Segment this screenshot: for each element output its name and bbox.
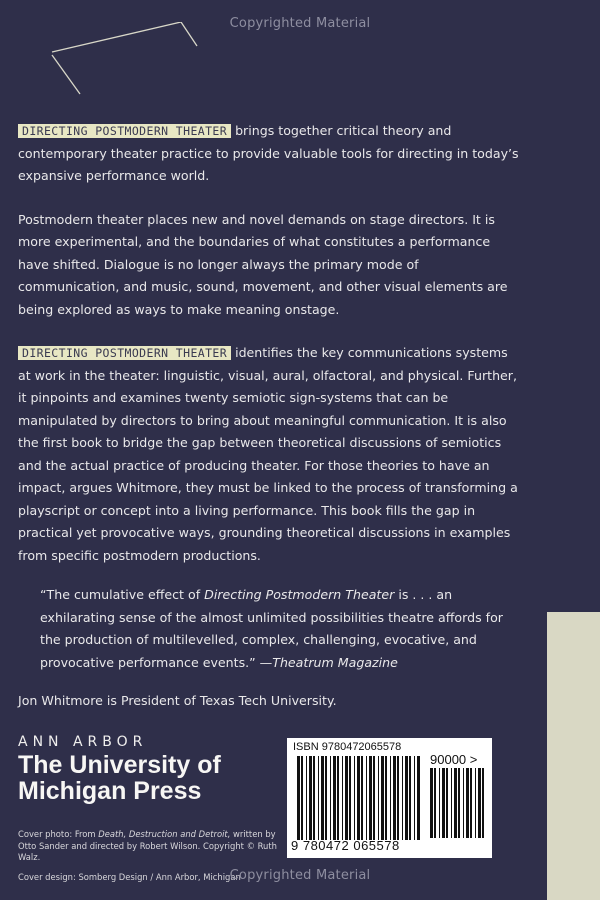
author-bio: Jon Whitmore is President of Texas Tech University. xyxy=(18,693,337,708)
cover-design-credit: Cover design: Somberg Design / Ann Arbor, Michigan xyxy=(18,872,241,882)
cover-photo-credit: Cover photo: From Death, Destruction and Detroit, written by Otto Sander and directed by Robert Wilson. Copyright © Ruth Walz. xyxy=(18,829,277,862)
barcode xyxy=(287,738,492,858)
description-block xyxy=(18,120,522,730)
isbn-label: ISBN 9780472065578 xyxy=(293,741,402,753)
publisher-name-line2: Michigan Press xyxy=(18,777,202,805)
book-title-highlight: DIRECTING POSTMODERN THEATER xyxy=(18,124,231,138)
paragraph-systems: DIRECTING POSTMODERN THEATER identifies the key communications systems at work in the theater: linguistic, visual, aural, olfactoral, and physical. Further, it pinpoints and examines twenty semiotic sign-systems that can be manipulated by directors to bring about meaningful communication. It is also the first book to bridge the gap between theoretical discussions of semiotics and the actual practice of producing theater. For those theories to have an impact, argues Whitmore, they must be linked to the process of transforming a playscript or concept into a living performance. This book fills the gap in practical yet provocative ways, grounding theoretical discussions in examples from specific postmodern productions. xyxy=(18,345,518,563)
decorative-line-art xyxy=(40,22,205,102)
book-title-highlight: DIRECTING POSTMODERN THEATER xyxy=(18,346,231,360)
publisher-logo xyxy=(18,734,221,804)
side-panel xyxy=(547,612,600,900)
quote-attribution: —Theatrum Magazine xyxy=(255,654,398,670)
barcode-bars-supplement xyxy=(430,768,486,838)
barcode-bars-main xyxy=(297,756,421,840)
watermark-top: Copyrighted Material xyxy=(229,16,371,31)
publisher-city: ANN ARBOR xyxy=(18,734,148,750)
isbn-digits: 9 780472 065578 xyxy=(291,838,400,853)
review-quote: “The cumulative effect of Directing Postmodern Theater is . . . an exhilarating sense of the almost unlimited possibilities theatre affords for the production of multilevelled, complex, challenging, evocative, and provocative performance events.” —Theatrum Magazine xyxy=(40,587,503,670)
watermark-bottom: Copyrighted Material xyxy=(229,868,371,883)
paragraph-demands: Postmodern theater places new and novel demands on stage directors. It is more experimental, and the boundaries of what constitutes a performance have shifted. Dialogue is no longer always the primary mode of communication, and music, sound, movement, and other visual elements are being explored as ways to make meaning onstage. xyxy=(18,211,508,317)
paragraph-intro: DIRECTING POSTMODERN THEATER brings together critical theory and contemporary theater practice to provide valuable tools for directing in today’s expansive performance world. xyxy=(18,123,519,183)
price-code: 90000 > xyxy=(430,752,478,767)
publisher-name-line1: The University of xyxy=(18,751,221,779)
